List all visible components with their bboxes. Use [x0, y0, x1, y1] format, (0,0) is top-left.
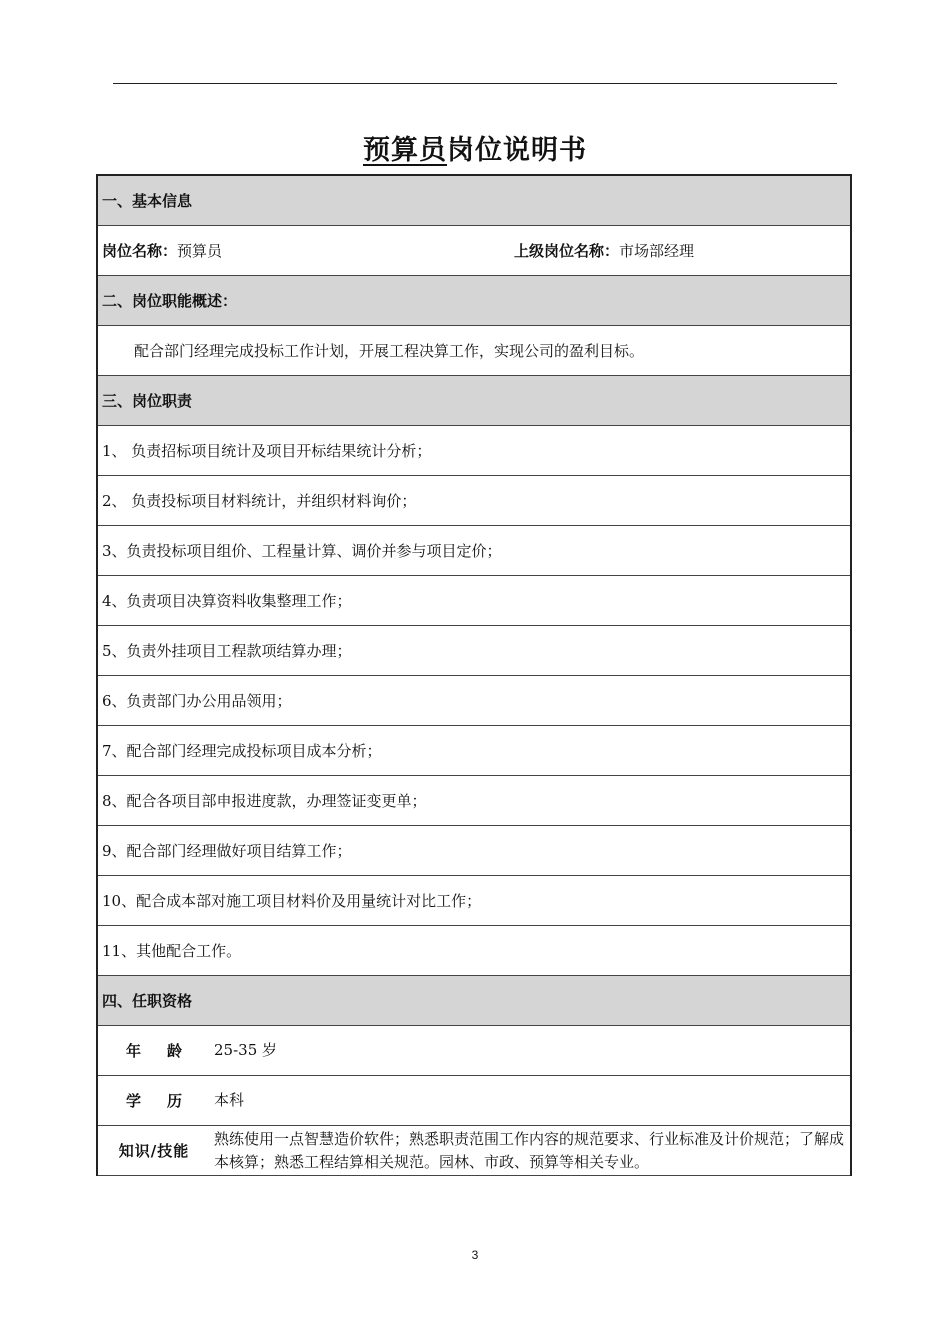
position-name-value: 预算员 [177, 242, 223, 260]
duty-item: 5、负责外挂项目工程款项结算办理； [98, 626, 850, 676]
section-qualifications-heading: 四、任职资格 [98, 976, 850, 1026]
education-row [98, 1076, 850, 1126]
education-label: 学历 [125, 1092, 208, 1110]
position-name-cell [98, 240, 514, 261]
title-rest: 岗位说明书 [447, 135, 587, 166]
superior-position-value: 市场部经理 [619, 242, 695, 260]
skills-label: 知识/技能 [118, 1142, 190, 1160]
duty-item: 7、配合部门经理完成投标项目成本分析； [98, 726, 850, 776]
duty-item: 8、配合各项目部申报进度款，办理签证变更单； [98, 776, 850, 826]
age-label: 年龄 [125, 1042, 208, 1060]
skills-value: 熟练使用一点智慧造价软件；熟悉职责范围工作内容的规范要求、行业标准及计价规范；了解成本核算；熟悉工程结算相关规范。园林、市政、预算等相关专业。 [214, 1129, 845, 1171]
job-description-table [96, 174, 852, 1176]
age-row [98, 1026, 850, 1076]
section-basic-info-heading: 一、基本信息 [98, 176, 850, 226]
duty-item: 2、 负责投标项目材料统计，并组织材料询价； [98, 476, 850, 526]
basic-info-row [98, 226, 850, 276]
section-function-heading: 二、岗位职能概述： [98, 276, 850, 326]
function-summary: 配合部门经理完成投标工作计划，开展工程决算工作，实现公司的盈利目标。 [98, 326, 850, 376]
duty-item: 10、配合成本部对施工项目材料价及用量统计对比工作； [98, 876, 850, 926]
document-title [0, 128, 950, 167]
section-duties-heading: 三、岗位职责 [98, 376, 850, 426]
duty-item: 6、负责部门办公用品领用； [98, 676, 850, 726]
superior-position-label: 上级岗位名称： [514, 242, 620, 260]
age-value: 25-35 岁 [214, 1041, 278, 1059]
header-rule [113, 83, 837, 84]
superior-position-cell [514, 240, 694, 261]
duty-item: 9、配合部门经理做好项目结算工作； [98, 826, 850, 876]
education-value: 本科 [214, 1091, 245, 1109]
title-underlined-part: 预算员 [363, 135, 447, 166]
position-name-label: 岗位名称： [102, 242, 178, 260]
duty-item: 11、其他配合工作。 [98, 926, 850, 976]
duty-item: 1、 负责招标项目统计及项目开标结果统计分析； [98, 426, 850, 476]
skills-row [98, 1126, 850, 1176]
duty-item: 3、负责投标项目组价、工程量计算、调价并参与项目定价； [98, 526, 850, 576]
page-number: 3 [471, 1248, 479, 1262]
duty-item: 4、负责项目决算资料收集整理工作； [98, 576, 850, 626]
